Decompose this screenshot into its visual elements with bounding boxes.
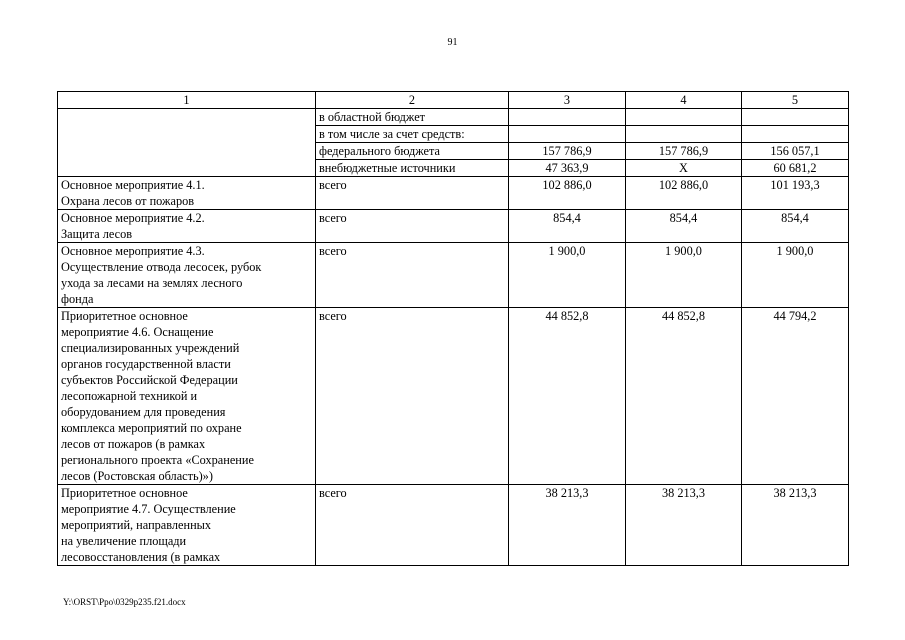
activity-description [58,177,316,210]
value-cell: 44 852,8 [509,308,626,485]
activity-description [58,210,316,243]
table-header-row [58,92,849,109]
source-label: федерального бюджета [316,143,509,160]
value-cell [626,126,742,143]
value-cell: 38 213,3 [742,485,849,566]
file-path-footer: Y:\ORST\Ppo\0329p235.f21.docx [63,597,186,607]
activity-description [58,243,316,308]
description-line: мероприятие 4.7. Осуществление [61,502,236,516]
value-cell [742,126,849,143]
activity-description [58,308,316,485]
description-line: комплекса мероприятий по охране [61,421,242,435]
description-line: Основное мероприятие 4.1. [61,178,205,192]
value-cell [509,126,626,143]
table-row [58,485,849,566]
description-line: Охрана лесов от пожаров [61,194,195,208]
value-cell: Х [626,160,742,177]
value-cell: 854,4 [742,210,849,243]
description-line: Осуществление отвода лесосек, рубок [61,260,262,274]
value-cell: 854,4 [626,210,742,243]
description-line: регионального проекта «Сохранение [61,453,254,467]
description-line: лесовосстановления (в рамках [61,550,221,564]
description-line: Защита лесов [61,227,133,241]
source-label: всего [316,485,509,566]
value-cell: 38 213,3 [626,485,742,566]
description-line: мероприятие 4.6. Оснащение [61,325,214,339]
description-line: фонда [61,292,94,306]
description-line: Приоритетное основное [61,309,188,323]
value-cell: 157 786,9 [626,143,742,160]
description-line: лесов от пожаров (в рамках [61,437,206,451]
description-line: Основное мероприятие 4.3. [61,244,205,258]
description-line: органов государственной власти [61,357,231,371]
column-number-1: 1 [58,92,316,109]
activity-description [58,485,316,566]
value-cell: 60 681,2 [742,160,849,177]
value-cell: 1 900,0 [509,243,626,308]
value-cell: 156 057,1 [742,143,849,160]
source-label: всего [316,243,509,308]
table-row [58,308,849,485]
source-label: всего [316,210,509,243]
description-line: специализированных учреждений [61,341,240,355]
description-line: лесов (Ростовская область)») [61,469,213,483]
description-line: Приоритетное основное [61,486,188,500]
source-label: в областной бюджет [316,109,509,126]
budget-table [57,91,849,566]
value-cell: 1 900,0 [742,243,849,308]
description-line: ухода за лесами на землях лесного [61,276,243,290]
value-cell: 157 786,9 [509,143,626,160]
description-line: Основное мероприятие 4.2. [61,211,205,225]
column-number-2: 2 [316,92,509,109]
value-cell: 102 886,0 [509,177,626,210]
source-label: всего [316,177,509,210]
page-number: 91 [447,37,458,48]
value-cell [742,109,849,126]
value-cell [626,109,742,126]
value-cell [509,109,626,126]
value-cell: 1 900,0 [626,243,742,308]
source-label: в том числе за счет средств: [316,126,509,143]
column-number-3: 3 [509,92,626,109]
value-cell: 44 852,8 [626,308,742,485]
source-label: всего [316,308,509,485]
value-cell: 38 213,3 [509,485,626,566]
value-cell: 854,4 [509,210,626,243]
value-cell: 102 886,0 [626,177,742,210]
table-row [58,177,849,210]
description-line: мероприятий, направленных [61,518,212,532]
value-cell: 44 794,2 [742,308,849,485]
table-row [58,109,849,126]
source-label: внебюджетные источники [316,160,509,177]
table-row [58,243,849,308]
blank-description-cell [58,109,316,177]
column-number-5: 5 [742,92,849,109]
description-line: на увеличение площади [61,534,187,548]
description-line: оборудованием для проведения [61,405,226,419]
value-cell: 47 363,9 [509,160,626,177]
column-number-4: 4 [626,92,742,109]
description-line: субъектов Российской Федерации [61,373,238,387]
description-line: лесопожарной техникой и [61,389,198,403]
table-row [58,210,849,243]
value-cell: 101 193,3 [742,177,849,210]
